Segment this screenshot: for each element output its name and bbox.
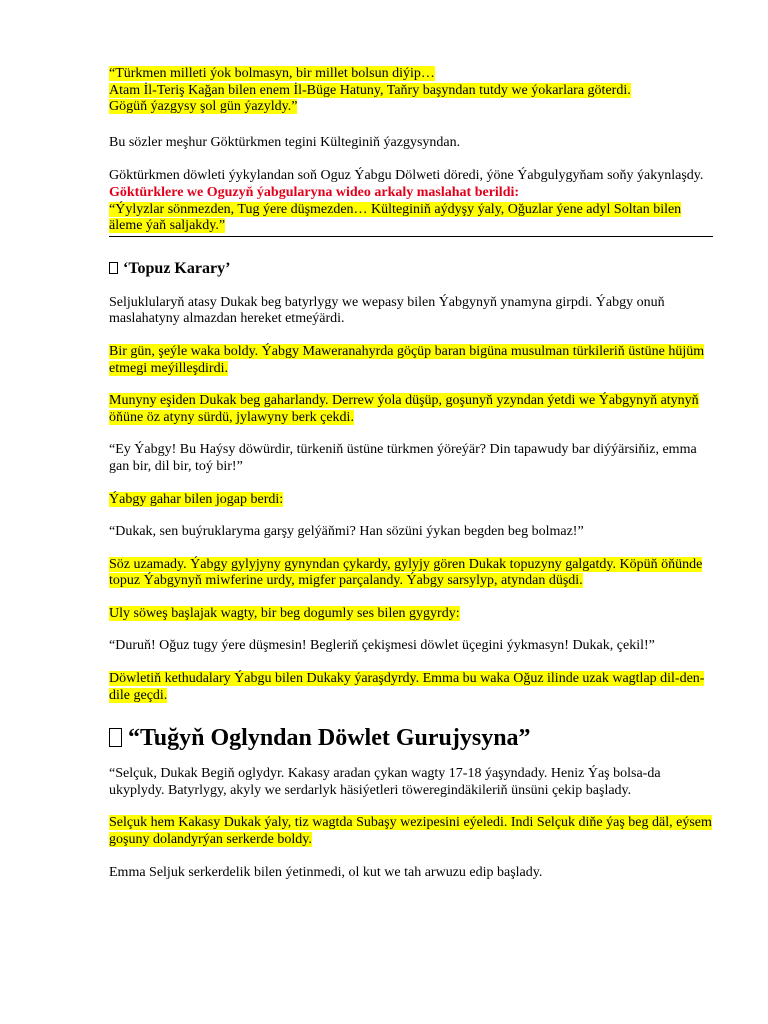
section-1-paragraph-8-text: Uly söweş başlajak wagty, bir beg dogumly ses bilen gygyrdy: xyxy=(109,605,460,621)
intro-quote-line-2: Atam İl-Teriş Kağan bilen enem İl-Büge Hatuny, Taňry başyndan tutdy we ýokarlara göterdi. xyxy=(109,82,631,98)
missing-glyph-box-icon xyxy=(109,262,118,274)
missing-glyph-box-icon xyxy=(109,728,122,747)
section-2-paragraph-2 xyxy=(109,815,713,848)
document-page xyxy=(109,66,713,881)
section-1-paragraph-2 xyxy=(109,344,713,377)
section-1-paragraph-9: “Duruň! Oğuz tugy ýere düşmesin! Begleriň çekişmesi döwlet üçegini ýykmasyn! Dukak, çekil!” xyxy=(109,638,655,654)
horizontal-rule xyxy=(109,236,713,237)
section-2-paragraph-3: Emma Seljuk serkerdelik bilen ýetinmedi, ol kut we tah arwuzu edip başlady. xyxy=(109,864,543,880)
section-2-paragraph-2-text: Selçuk hem Kakasy Dukak ýaly, tiz wagtda Subaşy wezipesini eýeledi. Indi Selçuk diňe ýaş beg däl, eýsem goşuny dolandyrýan serkerde boldy. xyxy=(109,815,712,848)
section-1-paragraph-1: Seljuklularyň atasy Dukak beg batyrlygy we wepasy bilen Ýabgynyň ynamyna girpdi. Ýabgy onuň maslahatyny almazdan hereket etmeýärdi. xyxy=(109,294,665,327)
section-1-paragraph-3 xyxy=(109,393,713,426)
red-note: Göktürklere we Oguzyň ýabgularyna wideo arkaly maslahat berildi: xyxy=(109,184,520,200)
dynasty-paragraph: Göktürkmen döwleti ýykylandan soň Oguz Ýabgu Dölweti döredi, ýöne Ýabgulygyňam soňy ýakynlaşdy. xyxy=(109,168,704,184)
section-1-paragraph-10-text: Döwletiň kethudalary Ýabgu bilen Dukaky ýaraşdyrdy. Emma bu waka Oğuz ilinde uzak wagtlap dil-den-dile geçdi. xyxy=(109,671,705,703)
second-quote: “Ýylyzlar sönmezden, Tug ýere düşmezden… Külteginiň aýdyşy ýaly, Oğuzlar ýene adyl Soltan bilen äleme ýaň saljakdy.” xyxy=(109,201,682,234)
section-1-paragraph-5-text: Ýabgy gahar bilen jogap berdi: xyxy=(109,491,284,507)
section-1-heading-text: ‘Topuz Karary’ xyxy=(123,259,231,277)
section-1-paragraph-3-text: Munyny eşiden Dukak beg gaharlandy. Derrew ýola düşüp, goşunyň yzyndan ýetdi we Ýabgynyň atynyň öňüne öz atyny sürdü, jylawyny berk çekdi. xyxy=(109,393,699,425)
section-1-paragraph-5 xyxy=(109,492,713,509)
source-note: Bu sözler meşhur Göktürkmen tegini Külteginiň ýazgysyndan. xyxy=(109,134,461,150)
section-1-paragraph-7 xyxy=(109,557,713,590)
section-1-paragraph-7-text: Söz uzamady. Ýabgy gylyjyny gynyndan çykardy, gylyjy gören Dukak topuzyny galgatdy. Köpüň öňünde topuz Ýabgynyň miwferine urdy, migfer parçalandy. Ýabgy sarsylyp, atyndan düşdi. xyxy=(109,556,703,589)
section-1-paragraph-6: “Dukak, sen buýruklaryma garşy gelýäňmi? Han sözüni ýykan begden beg bolmaz!” xyxy=(109,524,584,540)
section-2-paragraph-1: “Selçuk, Dukak Begiň oglydyr. Kakasy aradan çykan wagty 17-18 ýaşyndady. Heniz Ýaş bolsa-da ukyplydy. Batyrlygy, akyly we serdarlyk häsiýetleri töweregindäkileriň ünsüni çekip başlady. xyxy=(109,766,661,798)
section-1-heading xyxy=(109,259,713,279)
red-note-line xyxy=(109,185,713,202)
section-2-heading xyxy=(109,724,713,752)
section-1-paragraph-8 xyxy=(109,606,713,623)
section-2-heading-text: “Tuğyň Oglyndan Döwlet Gurujysyna” xyxy=(128,725,531,752)
intro-quote xyxy=(109,66,713,116)
section-1-paragraph-2-text: Bir gün, şeýle waka boldy. Ýabgy Maweranahyrda göçüp baran bigüna musulman türkileriň üstüne hüjüm etmegi meýilleşdirdi. xyxy=(109,343,705,376)
section-1-paragraph-4: “Ey Ýabgy! Bu Haýsy döwürdir, türkeniň üstüne türkmen ýöreýär? Din tapawudy bar diýýärsiňiz, emma gan bir, dil bir, toý bir!” xyxy=(109,442,697,474)
section-1-paragraph-10 xyxy=(109,671,713,704)
intro-quote-line-1: “Türkmen milleti ýok bolmasyn, bir millet bolsun diýip… xyxy=(109,66,435,81)
second-quote-line xyxy=(109,202,713,235)
intro-quote-line-3: Gögüň ýazgysy şol gün ýazyldy.” xyxy=(109,99,298,115)
